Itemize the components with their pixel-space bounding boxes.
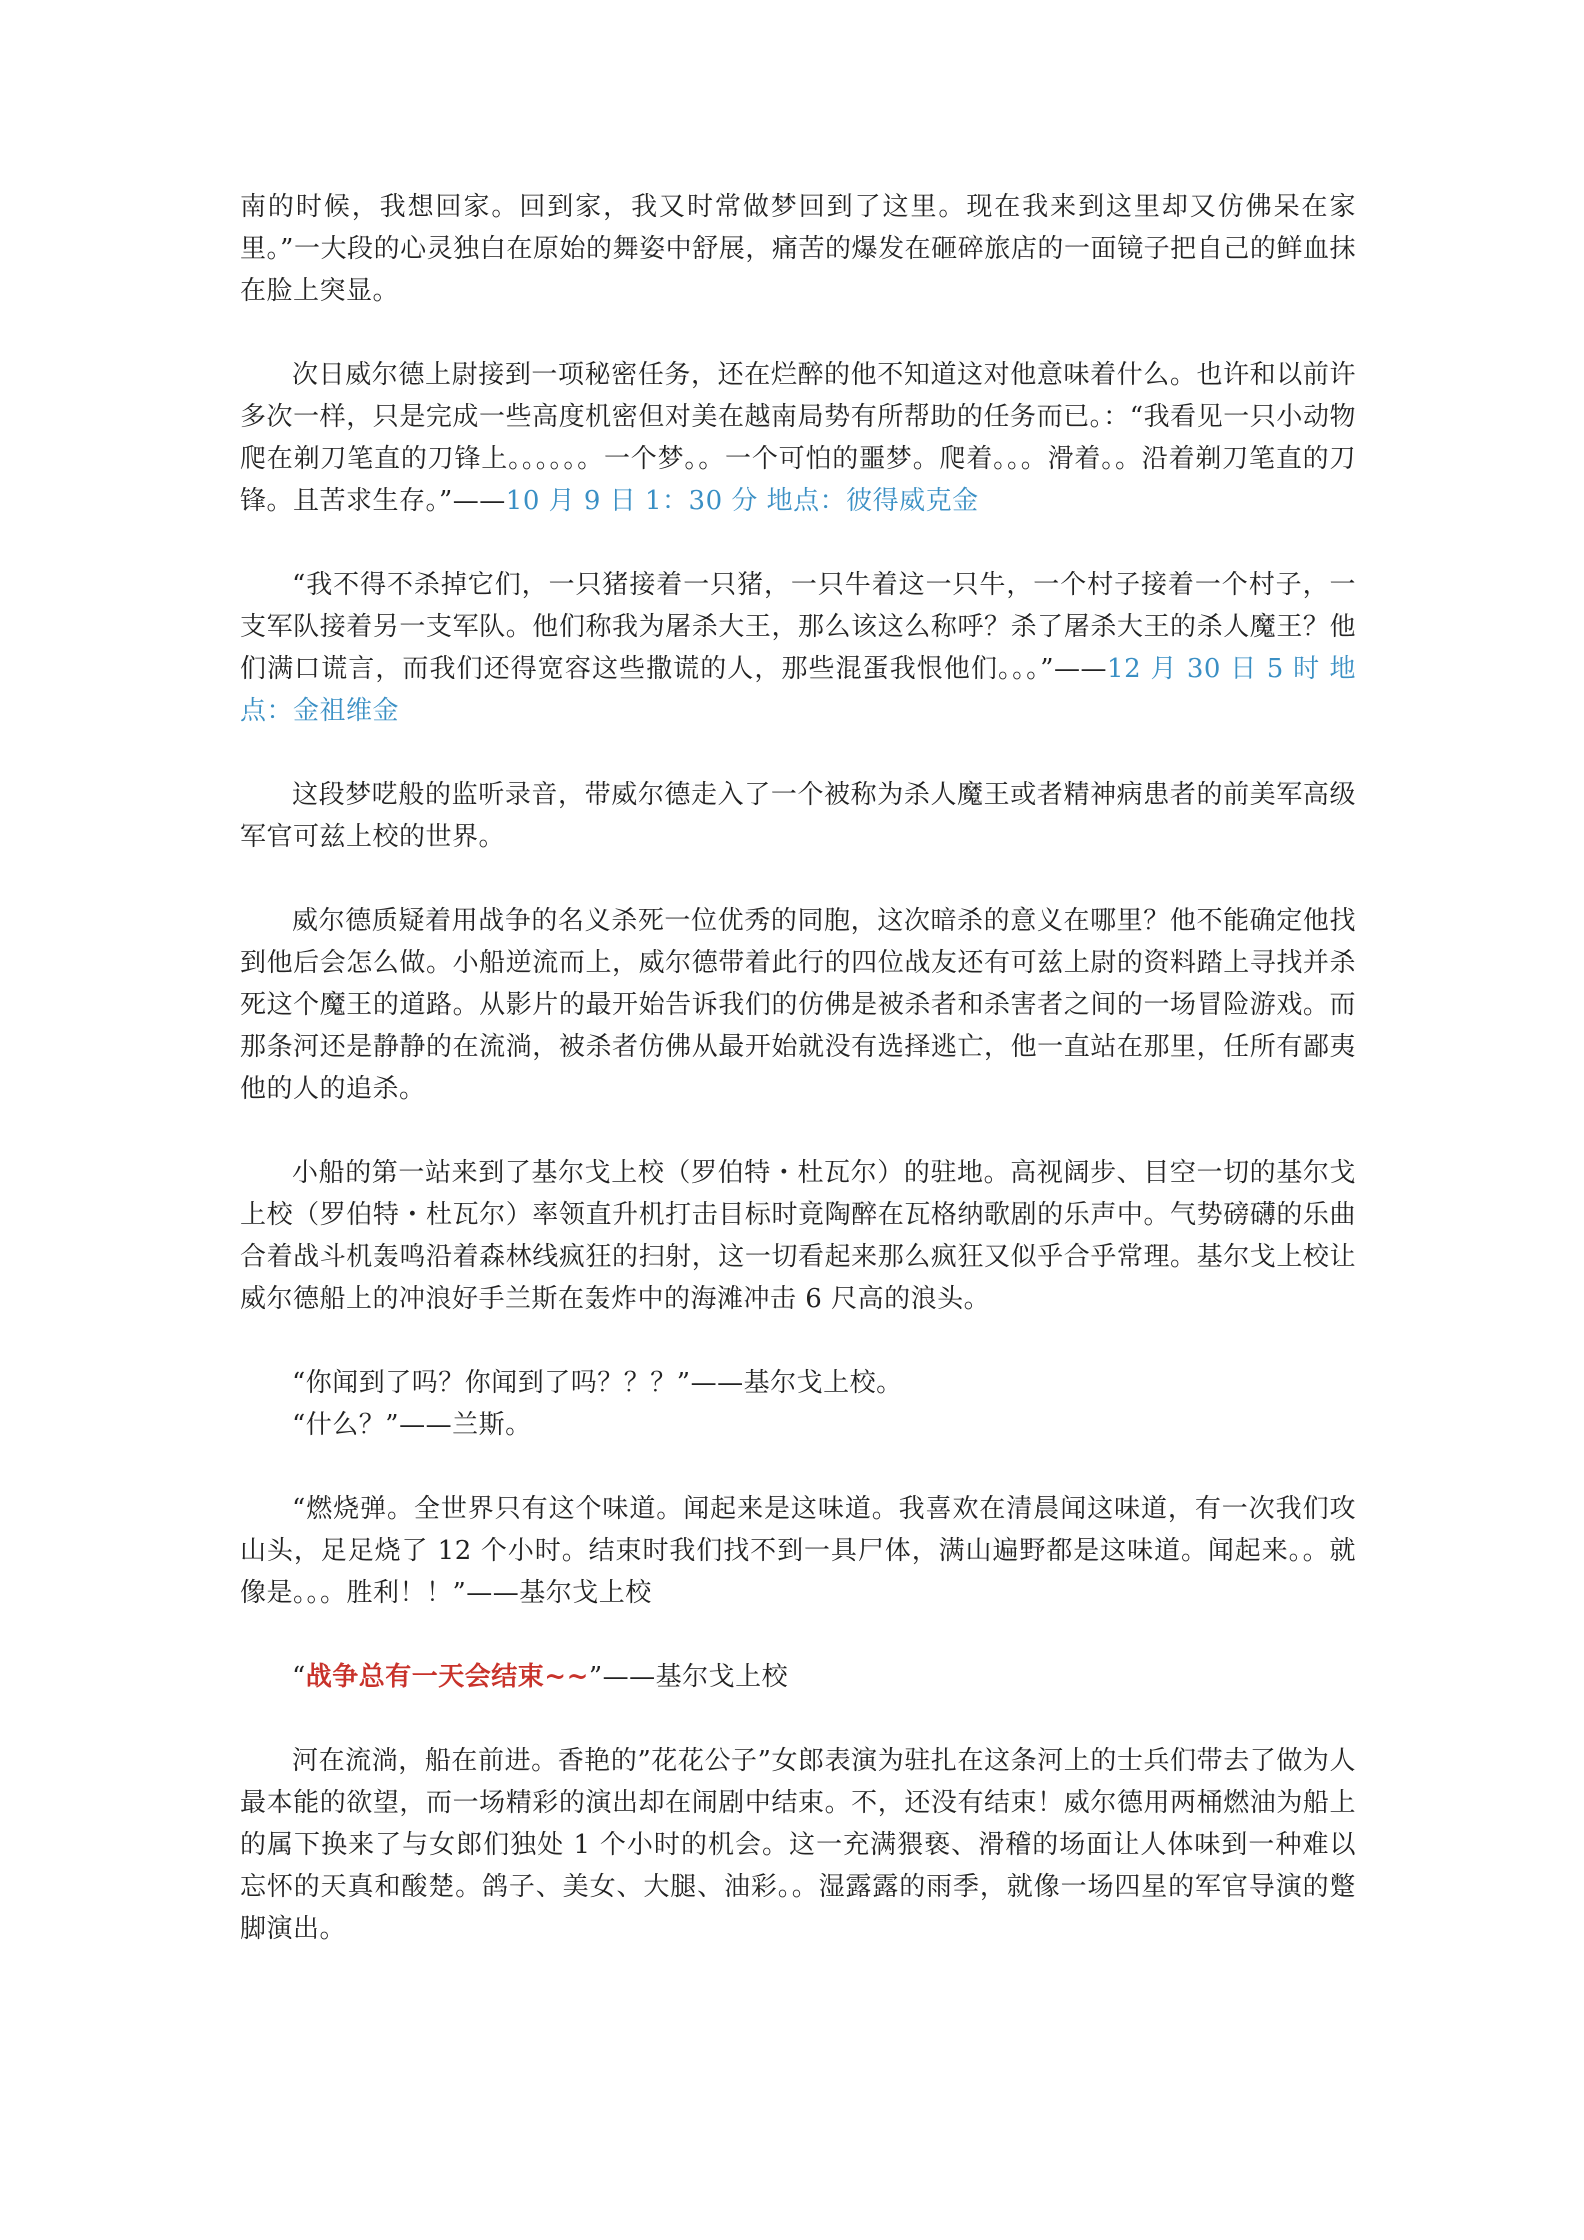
paragraph-continued: 南的时候，我想回家。回到家，我又时常做梦回到了这里。现在我来到这里却又仿佛呆在家里。”一大段的心灵独白在原始的舞姿中舒展，痛苦的爆发在砸碎旅店的一面镜子把自己的鲜血抹在脸上突显。 <box>240 192 1356 306</box>
paragraph-dream-recording: 这段梦呓般的监听录音，带威尔德走入了一个被称为杀人魔王或者精神病患者的前美军高级军官可兹上校的世界。 <box>240 780 1356 852</box>
highlight-quote: “战争总有一天会结束~~”——基尔戈上校 <box>292 1662 789 1692</box>
document-page <box>240 186 1356 1992</box>
paragraph-text: “我不得不杀掉它们，一只猪接着一只猪，一只牛着这一只牛，一个村子接着一个村子，一支军队接着另一支军队。他们称我为屠杀大王，那么该这么称呼？杀了屠杀大王的杀人魔王？他们满口谎言，而我们还得宽容这些撒谎的人，那些混蛋我恨他们。。。”—— <box>240 570 1356 684</box>
paragraph-secret-mission <box>240 354 1356 522</box>
paragraph-river-show: 河在流淌，船在前进。香艳的”花花公子”女郎表演为驻扎在这条河上的士兵们带去了做为人最本能的欲望，而一场精彩的演出却在闹剧中结束。不，还没有结束！威尔德用两桶燃油为船上的属下换来了与女郎们独处 1 个小时的机会。这一充满猥亵、滑稽的场面让人体味到一种难以忘怀的天真和酸楚。鸽子、美女、大腿、油彩。。湿露露的雨季，就像一场四星的军官导演的蹩脚演出。 <box>240 1746 1356 1944</box>
timestamp-location-note: 10 月 9 日 1：30 分 地点：彼得威克金 <box>505 486 979 516</box>
highlight-quote-text: 战争总有一天会结束~~ <box>305 1662 589 1692</box>
paragraph-napalm-quote: “燃烧弹。全世界只有这个味道。闻起来是这味道。我喜欢在清晨闻这味道，有一次我们攻山头，足足烧了 12 个小时。结束时我们找不到一具尸体，满山遍野都是这味道。闻起来。。就像是。。。胜利！！”——基尔戈上校 <box>240 1494 1356 1608</box>
dialogue-line: “你闻到了吗？你闻到了吗？？？”——基尔戈上校。 <box>292 1368 903 1398</box>
dialogue-line: “什么？”——兰斯。 <box>292 1410 532 1440</box>
paragraph-text: 次日威尔德上尉接到一项秘密任务，还在烂醉的他不知道这对他意味着什么。也许和以前许多次一样，只是完成一些高度机密但对美在越南局势有所帮助的任务而已。：“我看见一只小动物爬在剃刀笔直的刀锋上。。。。。。一个梦。。一个可怕的噩梦。爬着。。。滑着。。沿着剃刀笔直的刀锋。且苦求生存。”—— <box>240 360 1356 516</box>
paragraph-mission-doubt: 威尔德质疑着用战争的名义杀死一位优秀的同胞，这次暗杀的意义在哪里？他不能确定他找到他后会怎么做。小船逆流而上，威尔德带着此行的四位战友还有可兹上尉的资料踏上寻找并杀死这个魔王的道路。从影片的最开始告诉我们的仿佛是被杀者和杀害者之间的一场冒险游戏。而那条河还是静静的在流淌，被杀者仿佛从最开始就没有选择逃亡，他一直站在那里，任所有鄙夷他的人的追杀。 <box>240 906 1356 1104</box>
timestamp-location-note: 12 月 30 日 5 时 地点：金祖维金 <box>240 654 1356 726</box>
paragraph-recording-quote <box>240 564 1356 732</box>
paragraph-first-stop: 小船的第一站来到了基尔戈上校（罗伯特・杜瓦尔）的驻地。高视阔步、目空一切的基尔戈上校（罗伯特・杜瓦尔）率领直升机打击目标时竟陶醉在瓦格纳歌剧的乐声中。气势磅礴的乐曲合着战斗机轰鸣沿着森林线疯狂的扫射，这一切看起来那么疯狂又似乎合乎常理。基尔戈上校让威尔德船上的冲浪好手兰斯在轰炸中的海滩冲击 6 尺高的浪头。 <box>240 1158 1356 1314</box>
